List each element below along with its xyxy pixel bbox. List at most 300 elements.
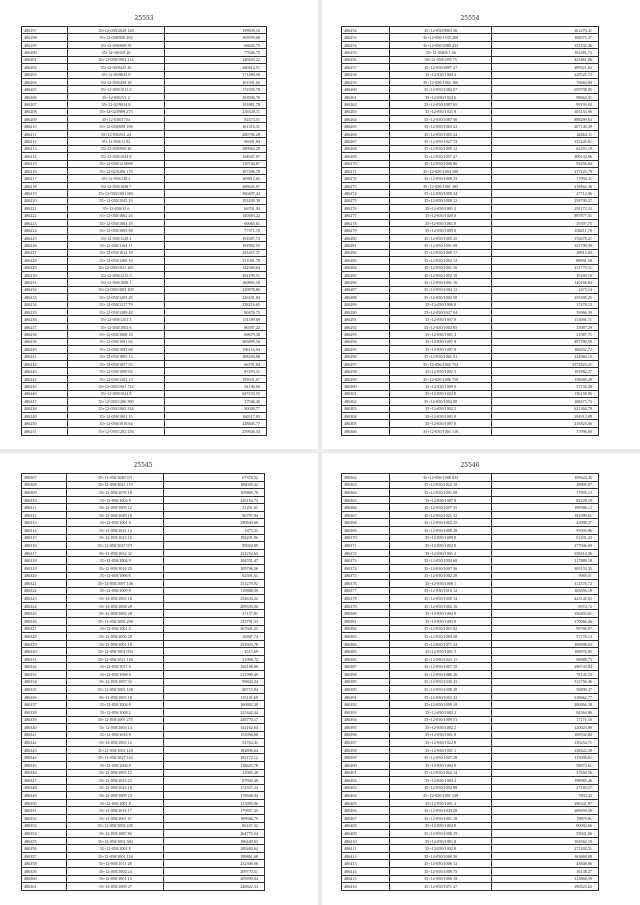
point-id-cell: 486292: [342, 323, 390, 330]
table-row: [22, 116, 267, 123]
table-row: [22, 227, 267, 234]
northing-cell: 35+12-050/1006 18: [389, 875, 492, 883]
northing-cell: 35+12-050/1009 8: [67, 587, 164, 595]
northing-cell: 35+12-050/1001 4: [389, 331, 492, 338]
easting-cell: 22985,40: [164, 769, 265, 777]
table-row: [22, 815, 265, 823]
point-id-cell: 486302: [342, 398, 390, 405]
easting-cell: 138653,78: [164, 761, 265, 769]
point-id-cell: 486380: [342, 610, 390, 618]
table-row: [22, 427, 267, 435]
easting-cell: 277946,09: [492, 542, 599, 550]
point-id-cell: 486254: [342, 41, 390, 48]
easting-cell: 199586,12: [492, 504, 599, 512]
table-row: [22, 294, 267, 301]
point-id-cell: 486265: [342, 123, 390, 130]
northing-cell: 35+12-050/1001 8: [389, 412, 492, 419]
easting-cell: 225709,39: [492, 242, 599, 249]
easting-cell: 358414,56: [492, 549, 599, 557]
point-id-cell: 486308: [22, 481, 67, 489]
northing-cell: 35+12-050/1006 86: [389, 160, 492, 167]
northing-cell: 35+12-050/9003 36: [389, 27, 492, 34]
easting-cell: 15987,29: [492, 323, 599, 330]
easting-cell: 312756,46: [492, 678, 599, 686]
northing-cell: 35+12-050/1003 18: [67, 595, 164, 603]
point-id-cell: 486272: [342, 175, 390, 182]
point-id-cell: 486391: [342, 693, 390, 701]
easting-cell: 288200,88: [165, 353, 267, 360]
easting-cell: 238422,30: [492, 746, 599, 754]
point-id-cell: 486387: [342, 663, 390, 671]
northing-cell: 35+12-050/008 198: [67, 123, 165, 130]
point-id-cell: 486277: [342, 212, 390, 219]
northing-cell: 35+12-050/1001 2: [67, 625, 164, 633]
northing-cell: 35+12-050/1008 18: [67, 331, 165, 338]
point-id-cell: 486294: [342, 338, 390, 345]
table-row: [22, 784, 265, 792]
northing-cell: 35+12-050/1209 48: [67, 309, 165, 316]
table-row: [342, 375, 599, 382]
table-row: [22, 360, 267, 367]
point-id-cell: 486250: [22, 420, 68, 427]
table-row: [22, 708, 265, 716]
easting-cell: 57178,13: [492, 633, 599, 641]
northing-cell: 35+12-050/1087 82: [67, 830, 164, 838]
table-row: [342, 41, 599, 48]
northing-cell: 35+12-050/1215 3: [67, 271, 165, 278]
table-row: [22, 316, 267, 323]
table-row: [22, 822, 265, 830]
northing-cell: 35+12-050/1001 034: [67, 648, 164, 656]
northing-cell: 35+12-050/1009 12: [389, 145, 492, 152]
table-row: [22, 190, 267, 197]
easting-cell: 271202,31: [492, 845, 599, 853]
point-id-cell: 486251: [22, 427, 68, 435]
northing-cell: 35+12-050/1001 15: [67, 875, 164, 883]
northing-cell: 35+12-050/1021 12: [389, 511, 492, 519]
point-id-cell: 486257: [342, 64, 390, 71]
table-row: [22, 792, 265, 800]
easting-cell: 286645,07: [165, 182, 267, 189]
point-id-cell: 486367: [342, 511, 390, 519]
northing-cell: 35+12-050/1024 18: [67, 784, 164, 792]
northing-cell: 35+12-050/1004 2: [389, 777, 492, 785]
easting-cell: 142162,64: [164, 724, 265, 732]
point-id-cell: 486315: [22, 534, 67, 542]
northing-cell: 35+12-050/1004 8: [389, 822, 492, 830]
point-id-cell: 486323: [22, 595, 67, 603]
easting-cell: 182992,55: [165, 242, 267, 249]
point-id-cell: 486253: [342, 34, 390, 41]
point-id-cell: 486382: [342, 625, 390, 633]
northing-cell: 35+12-050/1001 18: [67, 640, 164, 648]
point-id-cell: 486303: [342, 405, 390, 412]
point-id-cell: 486399: [342, 754, 390, 762]
northing-cell: 35+12-050/1001 4: [389, 799, 492, 807]
table-row: [342, 625, 599, 633]
point-id-cell: 486374: [342, 564, 390, 572]
table-row: [342, 875, 599, 883]
northing-cell: 35+12-050/1002 8: [389, 542, 492, 550]
point-id-cell: 486320: [22, 572, 67, 580]
easting-cell: 235432,26: [492, 41, 599, 48]
table-row: [22, 27, 267, 34]
northing-cell: 35+12-050/1003 14: [67, 724, 164, 732]
point-id-cell: 486199: [22, 41, 68, 48]
point-id-cell: 486328: [22, 633, 67, 641]
point-id-cell: 486204: [22, 78, 68, 85]
easting-cell: 90476,75: [165, 309, 267, 316]
easting-cell: 158069,29: [492, 375, 599, 382]
easting-cell: 19879,81: [492, 815, 599, 823]
point-id-cell: 486385: [342, 648, 390, 656]
northing-cell: 35+12-050/1013 3: [67, 86, 165, 93]
table-row: [342, 78, 599, 85]
easting-cell: 123095,96: [164, 799, 265, 807]
point-id-cell: 486375: [342, 572, 390, 580]
northing-cell: 35+12-050/1009 75: [389, 868, 492, 876]
table-row: [22, 739, 265, 747]
page-top-left: [21, 15, 267, 436]
easting-cell: 305133,35: [492, 564, 599, 572]
northing-cell: 35+12-050/1007 35: [389, 504, 492, 512]
point-id-cell: 486318: [22, 557, 67, 565]
point-id-cell: 486381: [342, 617, 390, 625]
point-id-cell: 486330: [22, 648, 67, 656]
easting-cell: 224984,15: [492, 353, 599, 360]
easting-cell: 164947,07: [165, 153, 267, 160]
northing-cell: 35+12-050/1027 04: [389, 309, 492, 316]
northing-cell: 35+12-050/1063 32: [389, 123, 492, 130]
point-id-cell: 486227: [22, 249, 68, 256]
northing-cell: 35+12-050/1003 32: [389, 693, 492, 701]
northing-cell: 35+12-050/2089 232: [389, 41, 492, 48]
table-row: [22, 845, 265, 853]
table-row: [22, 595, 265, 603]
easting-cell: 39397,75: [492, 219, 599, 226]
easting-cell: 291172,33: [492, 205, 599, 212]
table-row: [342, 534, 599, 542]
table-row: [342, 701, 599, 709]
easting-cell: 99024,09: [164, 542, 265, 550]
northing-cell: 35+12-050/1001 91: [389, 353, 492, 360]
point-id-cell: 486319: [22, 564, 67, 572]
northing-cell: 35+12-050/1040 43: [389, 678, 492, 686]
northing-cell: 35+12-050/1020 371: [67, 474, 164, 482]
table-row: [342, 739, 599, 747]
table-row: [342, 123, 599, 130]
northing-cell: 35+12-050/1005 12: [67, 504, 164, 512]
point-id-cell: 486331: [22, 655, 67, 663]
easting-cell: 69679,38: [165, 331, 267, 338]
northing-cell: 35+12-050/1201 3: [67, 316, 165, 323]
northing-cell: 35+12-050/1024 8: [67, 153, 165, 160]
easting-cell: 168075,47: [492, 34, 599, 41]
table-row: [342, 427, 599, 435]
easting-cell: 99193,92: [492, 101, 599, 108]
table-row: [342, 168, 599, 175]
northing-cell: 35+12-050/1021 265: [67, 264, 165, 271]
table-row: [342, 249, 599, 256]
point-id-cell: 486357: [22, 852, 67, 860]
northing-cell: 35+12-050/1009 8: [389, 534, 492, 542]
easting-cell: 45848,86: [492, 860, 599, 868]
easting-cell: 217225,79: [492, 168, 599, 175]
point-id-cell: 486206: [22, 93, 68, 100]
easting-cell: 68826,75: [165, 41, 267, 48]
table-row: [342, 34, 599, 41]
easting-cell: 115141,69: [164, 693, 265, 701]
table-row: [22, 286, 267, 293]
easting-cell: 367941,25: [164, 625, 265, 633]
point-id-cell: 486340: [22, 724, 67, 732]
point-id-cell: 486224: [22, 227, 68, 234]
point-id-cell: 486401: [342, 769, 390, 777]
point-id-cell: 486284: [342, 264, 390, 271]
easting-cell: 897877,31: [492, 212, 599, 219]
northing-cell: 35+12-050/1022 8: [389, 739, 492, 747]
northing-cell: 35+12-050/1081 8: [389, 219, 492, 226]
point-id-cell: 486349: [22, 792, 67, 800]
point-id-cell: 486223: [22, 219, 68, 226]
northing-cell: 35+12-050/1001 02: [389, 625, 492, 633]
coordinate-table: [341, 26, 599, 436]
northing-cell: 35+12-050/1001 8: [67, 799, 164, 807]
point-id-cell: 486332: [22, 663, 67, 671]
table-row: [342, 264, 599, 271]
northing-cell: 35+12-050/1002 166: [389, 78, 492, 85]
point-id-cell: 486248: [22, 405, 68, 412]
easting-cell: 898299,63: [492, 116, 599, 123]
point-id-cell: 486271: [342, 168, 390, 175]
point-id-cell: 486325: [22, 610, 67, 618]
point-id-cell: 486384: [342, 640, 390, 648]
easting-cell: 153091,71: [492, 316, 599, 323]
point-id-cell: 486234: [22, 301, 68, 308]
point-id-cell: 486247: [22, 398, 68, 405]
easting-cell: 261270,41: [492, 27, 599, 34]
point-id-cell: 486361: [22, 883, 67, 891]
easting-cell: 139744,87: [165, 160, 267, 167]
easting-cell: 44664,11: [492, 130, 599, 137]
northing-cell: 35+12-050/1016 64: [67, 420, 165, 427]
point-id-cell: 486268: [342, 145, 390, 152]
table-row: [342, 242, 599, 249]
easting-cell: 67378,52: [164, 474, 265, 482]
point-id-cell: 486311: [22, 504, 67, 512]
table-row: [342, 580, 599, 588]
table-row: [342, 731, 599, 739]
point-id-cell: 486314: [22, 527, 67, 535]
table-row: [342, 64, 599, 71]
easting-cell: 290823,62: [492, 883, 599, 891]
easting-cell: 207140,39: [492, 123, 599, 130]
page-number: 25546: [460, 462, 480, 469]
northing-cell: 35+12-050/1202 13: [67, 375, 165, 382]
table-row: [22, 640, 265, 648]
table-row: [342, 564, 599, 572]
easting-cell: 88991,58: [492, 257, 599, 264]
table-row: [22, 655, 265, 663]
northing-cell: 35+12-050/1001 118: [389, 427, 492, 435]
northing-cell: 35+12-050/0/1 26: [389, 49, 492, 56]
easting-cell: 57156,58: [492, 383, 599, 390]
table-row: [342, 197, 599, 204]
point-id-cell: 486290: [342, 309, 390, 316]
easting-cell: 178648,94: [164, 792, 265, 800]
table-row: [22, 101, 267, 108]
table-row: [342, 383, 599, 390]
table-row: [342, 160, 599, 167]
point-id-cell: 486263: [342, 108, 390, 115]
point-id-cell: 486364: [342, 489, 390, 497]
point-id-cell: 486238: [22, 331, 68, 338]
point-id-cell: 486378: [342, 595, 390, 603]
northing-cell: 35+12-050/1002 08: [389, 398, 492, 405]
northing-cell: 35+12-058/1734: [67, 116, 165, 123]
easting-cell: 95456,64: [492, 160, 599, 167]
point-id-cell: 486342: [22, 739, 67, 747]
northing-cell: 35+12-050/1001 3: [389, 648, 492, 656]
point-id-cell: 486291: [342, 316, 390, 323]
point-id-cell: 486281: [342, 242, 390, 249]
table-row: [22, 511, 265, 519]
point-id-cell: 486414: [342, 868, 390, 876]
point-id-cell: 486259: [342, 78, 390, 85]
table-row: [342, 686, 599, 694]
table-row: [22, 145, 267, 152]
northing-cell: 35+12-050/1007 8: [389, 346, 492, 353]
easting-cell: 199861,68: [164, 852, 265, 860]
coordinate-table: [341, 473, 599, 891]
point-id-cell: 486201: [22, 56, 68, 63]
northing-cell: 35+12-050/950 20: [67, 145, 165, 152]
point-id-cell: 486244: [22, 375, 68, 382]
point-id-cell: 486377: [342, 587, 390, 595]
northing-cell: 35+12-050/1021 8: [389, 108, 492, 115]
point-id-cell: 486383: [342, 633, 390, 641]
easting-cell: 140483,22: [165, 212, 267, 219]
table-row: [342, 663, 599, 671]
table-row: [22, 331, 267, 338]
point-id-cell: 486346: [22, 769, 67, 777]
easting-cell: 621364,79: [492, 405, 599, 412]
point-id-cell: 486202: [22, 64, 68, 71]
easting-cell: 209770,51: [164, 868, 265, 876]
easting-cell: 8374,72: [492, 602, 599, 610]
point-id-cell: 486351: [22, 807, 67, 815]
table-row: [22, 860, 265, 868]
northing-cell: 35+12-050/1084 28: [389, 633, 492, 641]
table-row: [22, 41, 267, 48]
table-row: [22, 542, 265, 550]
point-id-cell: 486212: [22, 138, 68, 145]
easting-cell: 292199,51: [165, 271, 267, 278]
table-row: [342, 153, 599, 160]
table-row: [342, 101, 599, 108]
point-id-cell: 486275: [342, 197, 390, 204]
table-row: [22, 617, 265, 625]
easting-cell: 287206,78: [165, 168, 267, 175]
northing-cell: 35+12-050/1004 8: [67, 701, 164, 709]
table-row: [22, 93, 267, 100]
easting-cell: 259926,54: [165, 427, 267, 435]
easting-cell: 16947,74: [164, 633, 265, 641]
easting-cell: 198985,26: [492, 777, 599, 785]
point-id-cell: 486345: [22, 761, 67, 769]
table-row: [22, 383, 267, 390]
point-id-cell: 486326: [22, 617, 67, 625]
easting-cell: 98664,31: [492, 93, 599, 100]
point-id-cell: 486255: [342, 49, 390, 56]
table-row: [22, 663, 265, 671]
northing-cell: 35+12-050/1087 56: [389, 116, 492, 123]
easting-cell: 103153,96: [492, 108, 599, 115]
table-row: [22, 405, 267, 412]
northing-cell: 35+12-050/1002 2: [389, 708, 492, 716]
northing-cell: 35+12-050/1032 32: [67, 549, 164, 557]
point-id-cell: 486222: [22, 212, 68, 219]
northing-cell: 35+12-050/1164 11: [67, 242, 165, 249]
easting-cell: 258799,27: [492, 197, 599, 204]
easting-cell: 225442,44: [164, 708, 265, 716]
easting-cell: 217889,18: [492, 557, 599, 565]
easting-cell: 31998,72: [164, 655, 265, 663]
table-row: [342, 360, 599, 367]
point-id-cell: 486386: [342, 655, 390, 663]
table-row: [22, 390, 267, 397]
northing-cell: 35+12-050/1001 384: [67, 837, 164, 845]
point-id-cell: 486408: [342, 822, 390, 830]
table-row: [342, 868, 599, 876]
point-id-cell: 486279: [342, 227, 390, 234]
easting-cell: 189260,64: [164, 845, 265, 853]
easting-cell: 206866,38: [492, 701, 599, 709]
northing-cell: 35+12-050/1002 58: [389, 294, 492, 301]
table-row: [22, 153, 267, 160]
easting-cell: 195931,67: [165, 375, 267, 382]
northing-cell: 35+12-050/1002 24: [67, 868, 164, 876]
easting-cell: 31087,71: [492, 331, 599, 338]
table-row: [342, 799, 599, 807]
easting-cell: 166517,83: [165, 412, 267, 419]
table-row: [22, 481, 265, 489]
northing-cell: 35+12-050/1003 109: [67, 286, 165, 293]
northing-cell: 35+12-050/1203 29: [67, 294, 165, 301]
easting-cell: 255395,25: [492, 294, 599, 301]
point-id-cell: 486287: [342, 286, 390, 293]
table-row: [22, 519, 265, 527]
table-row: [22, 64, 267, 71]
table-row: [342, 108, 599, 115]
point-id-cell: 486352: [22, 815, 67, 823]
northing-cell: 35+12-050/1027 74: [389, 138, 492, 145]
table-row: [22, 761, 265, 769]
point-id-cell: 486360: [22, 875, 67, 883]
table-row: [22, 875, 265, 883]
table-row: [342, 746, 599, 754]
northing-cell: 35+12-050/1001 2: [389, 205, 492, 212]
easting-cell: 131081,79: [165, 257, 267, 264]
point-id-cell: 486211: [22, 130, 68, 137]
table-row: [342, 845, 599, 853]
northing-cell: 35+12-050/1001 16: [389, 264, 492, 271]
table-row: [22, 279, 267, 286]
easting-cell: 109624,45: [492, 474, 599, 482]
easting-cell: 189946,79: [164, 815, 265, 823]
northing-cell: 35+12-050/1001 8: [389, 837, 492, 845]
northing-cell: 35+12-050/1002 25: [389, 519, 492, 527]
